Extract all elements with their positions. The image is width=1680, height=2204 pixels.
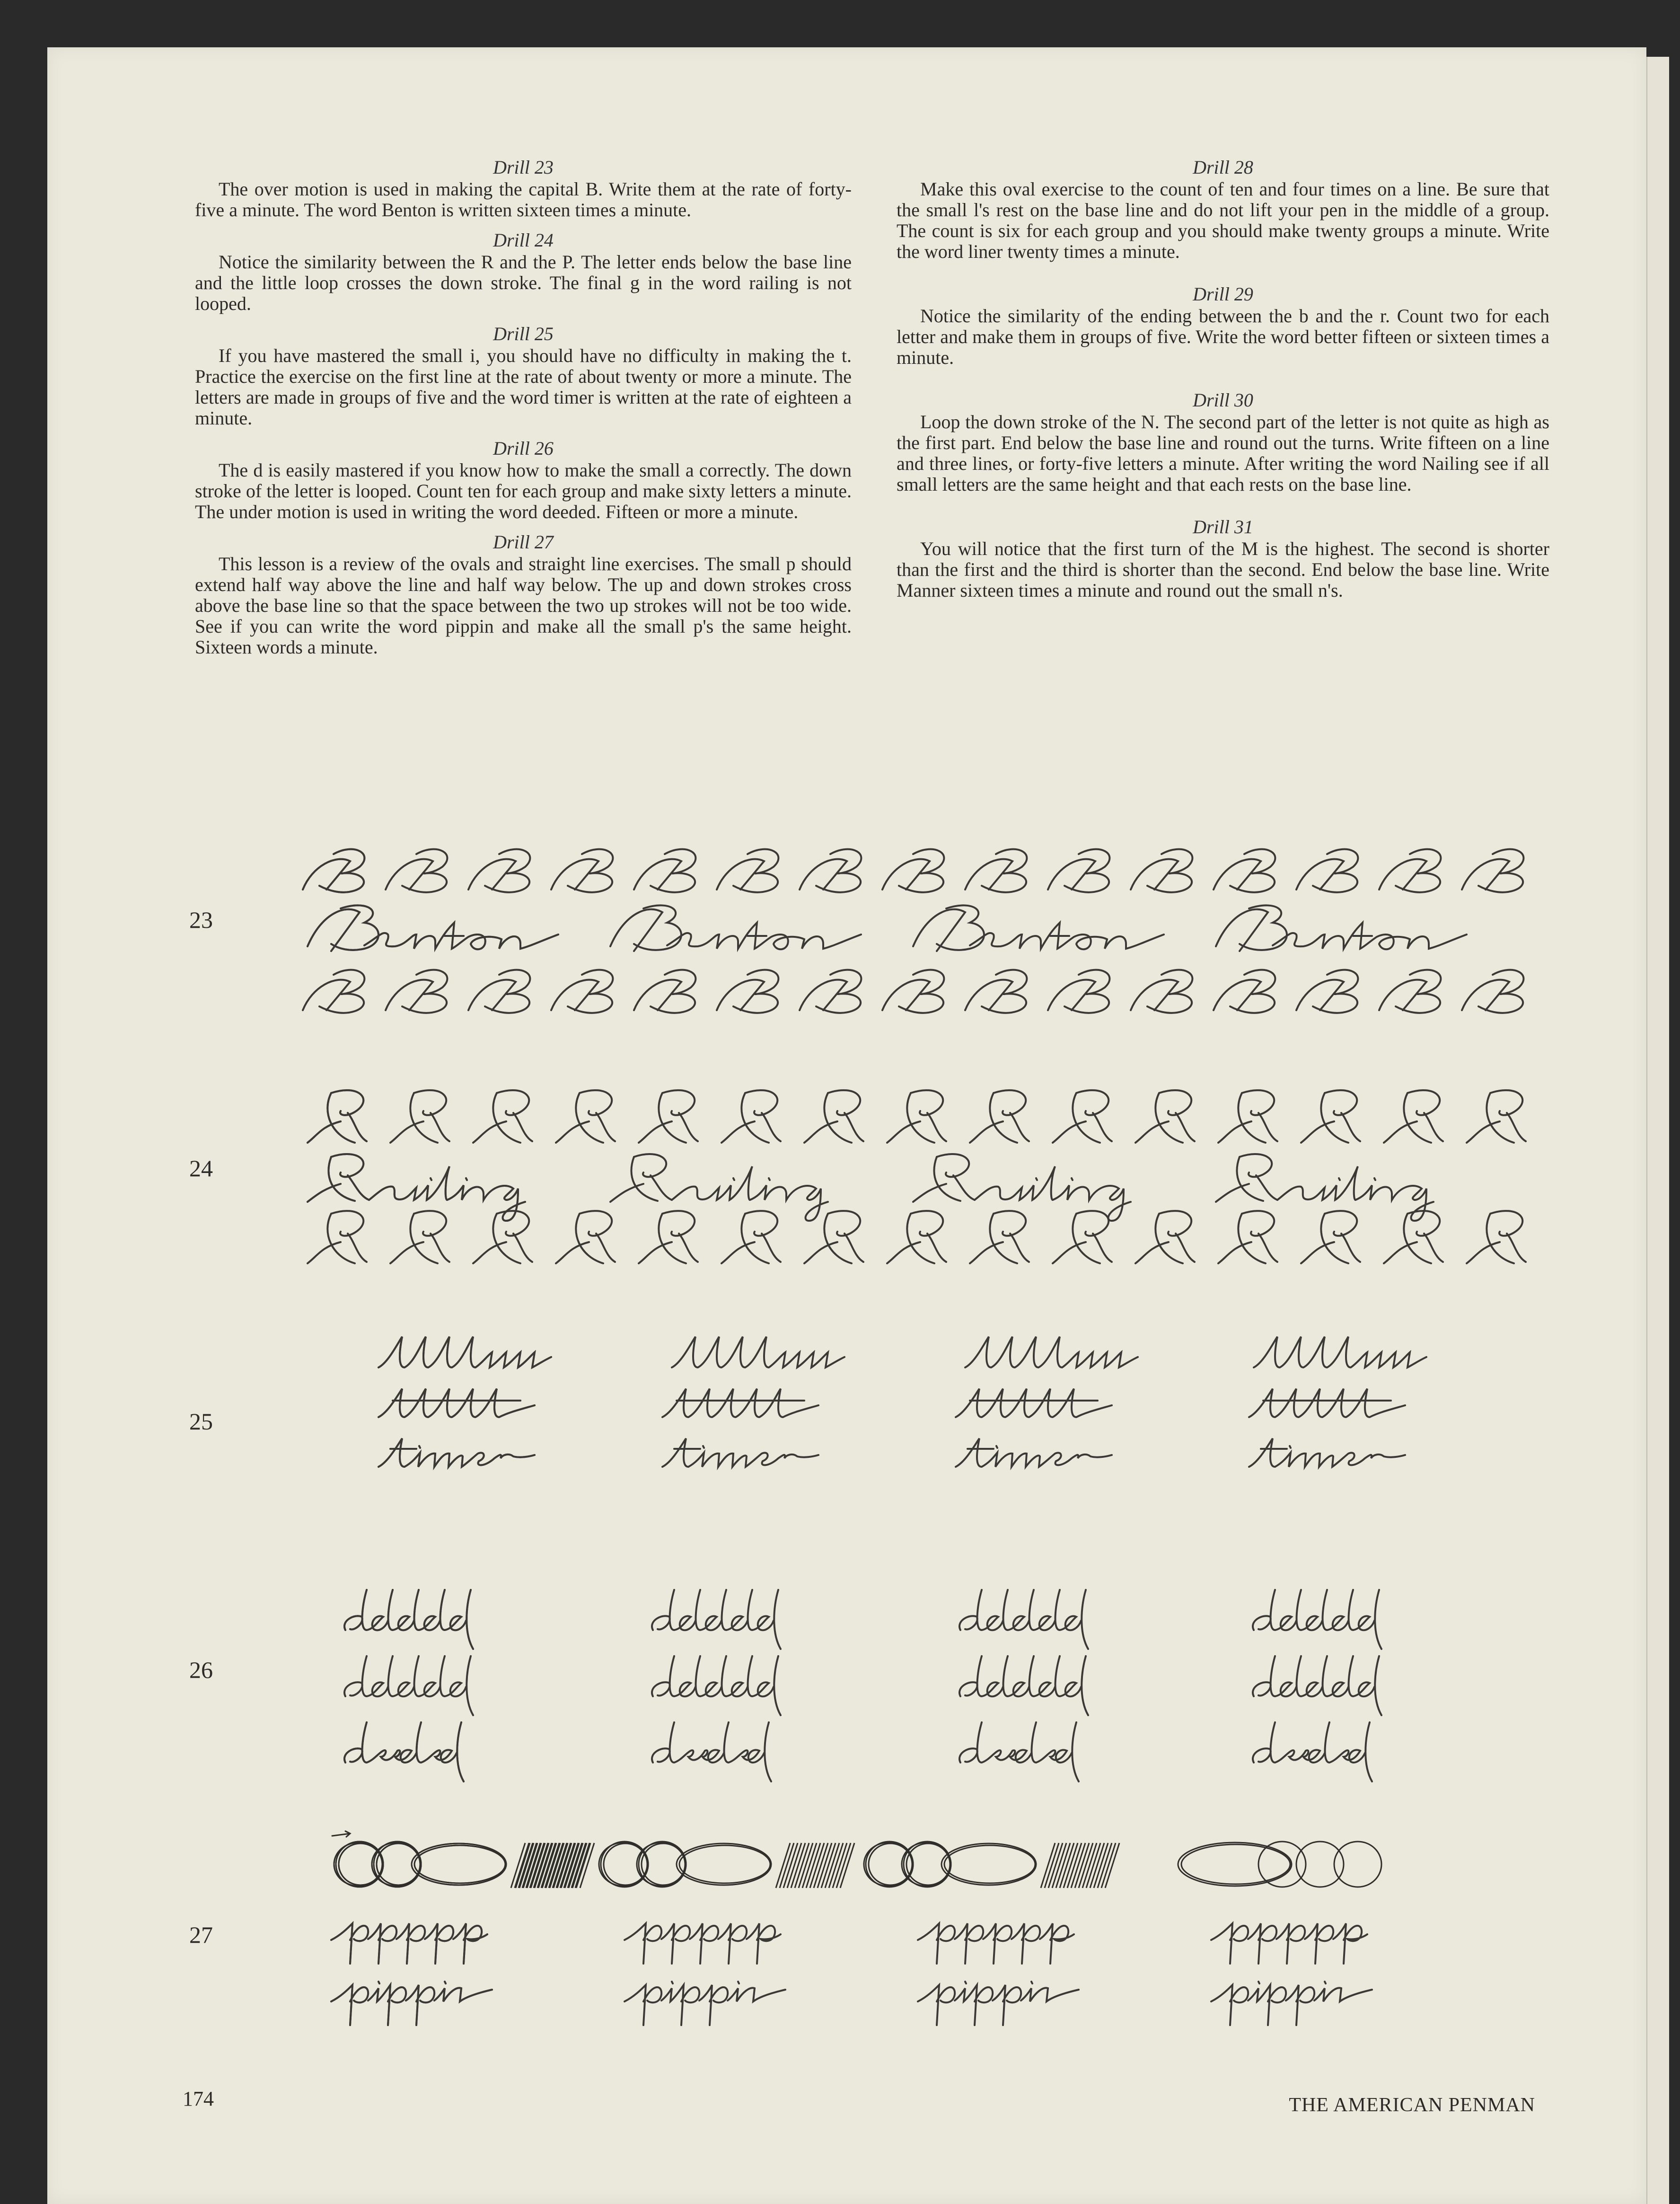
drill-25-block [195, 323, 852, 429]
instructions-right-column [897, 156, 1549, 622]
sample-number: 23 [189, 907, 213, 933]
sample-number: 26 [189, 1657, 213, 1683]
drill-23-block [195, 156, 852, 220]
drill-body: Notice the similarity between the R and the P. The letter ends below the base line and the little loop crosses the down stroke. The final g in the word railing is not looped. [195, 251, 852, 314]
drill-body: Notice the similarity of the ending between the b and the r. Count two for each letter and make them in groups of five. Write the word better fifteen or sixteen times a minute. [897, 305, 1549, 368]
sample-number: 27 [189, 1922, 213, 1948]
sample-number: 24 [189, 1155, 213, 1181]
drill-body: Make this oval exercise to the count of ten and four times on a line. Be sure that the small l's rest on the base line and do not lift your pen in the middle of a group. The count is six for each group and you should make twenty groups a minute. Write the word liner twenty times a minute. [897, 178, 1549, 262]
drill-26-block [195, 437, 852, 522]
drill-title: Drill 24 [493, 229, 554, 251]
drill-30-block [897, 389, 1549, 495]
instructions-left-column [195, 156, 852, 666]
drill-body: The d is easily mastered if you know how to make the small a correctly. The down stroke of the letter is looped. Count ten for each group and make sixty letters a minute. The under motion is used in writing the word deeded. Fifteen or more a minute. [195, 459, 852, 522]
drill-25-script-sample [378, 1334, 1533, 1524]
page-number: 174 [183, 2087, 214, 2110]
drill-title: Drill 23 [493, 157, 554, 178]
drill-27-block [195, 531, 852, 658]
drill-31-block [897, 516, 1549, 601]
drill-title: Drill 25 [493, 323, 554, 344]
sample-number: 25 [189, 1408, 213, 1435]
drill-title: Drill 31 [1193, 516, 1253, 538]
publication-name: THE AMERICAN PENMAN [1289, 2094, 1535, 2116]
drill-body: Loop the down stroke of the N. The second part of the letter is not quite as high as the first part. End below the base line and round out the turns. Write fifteen on a line and three lines, or forty-five letters a minute. After writing the word Nailing see if all small letters are the same height and that each rests on the base line. [897, 411, 1549, 495]
drill-title: Drill 29 [1193, 283, 1253, 305]
drill-title: Drill 27 [493, 531, 554, 553]
next-page-edge [1646, 57, 1669, 2204]
drill-28-block [897, 156, 1549, 262]
drill-title: Drill 30 [1193, 389, 1253, 411]
drill-title: Drill 26 [493, 438, 554, 459]
drill-27-script-sample [331, 1826, 1542, 2035]
drill-body: You will notice that the first turn of the M is the highest. The second is shorter than the first and the third is shorter than the second. End below the base line. Write Manner sixteen times a minute and round out the small n's. [897, 538, 1549, 601]
drill-26-script-sample [341, 1587, 1542, 1786]
drill-title: Drill 28 [1193, 157, 1253, 178]
drill-body: If you have mastered the small i, you should have no difficulty in making the t. Practice the exercise on the first line at the rate of about twenty or more a minute. The letters are made in groups of five and the word timer is written at the rate of eighteen a minute. [195, 345, 852, 429]
drill-24-script-sample [303, 1084, 1552, 1273]
drill-23-script-sample [293, 833, 1542, 1022]
drill-body: This lesson is a review of the ovals and straight line exercises. The small p should extend half way above the line and half way below. The up and down strokes cross above the base line so that the space between the two up strokes will not be too wide. See if you can write the word pippin and make all the small p's the same height. Sixteen words a minute. [195, 553, 852, 658]
drill-29-block [897, 283, 1549, 368]
drill-24-block [195, 229, 852, 314]
drill-body: The over motion is used in making the capital B. Write them at the rate of forty-five a minute. The word Benton is written sixteen times a minute. [195, 178, 852, 220]
